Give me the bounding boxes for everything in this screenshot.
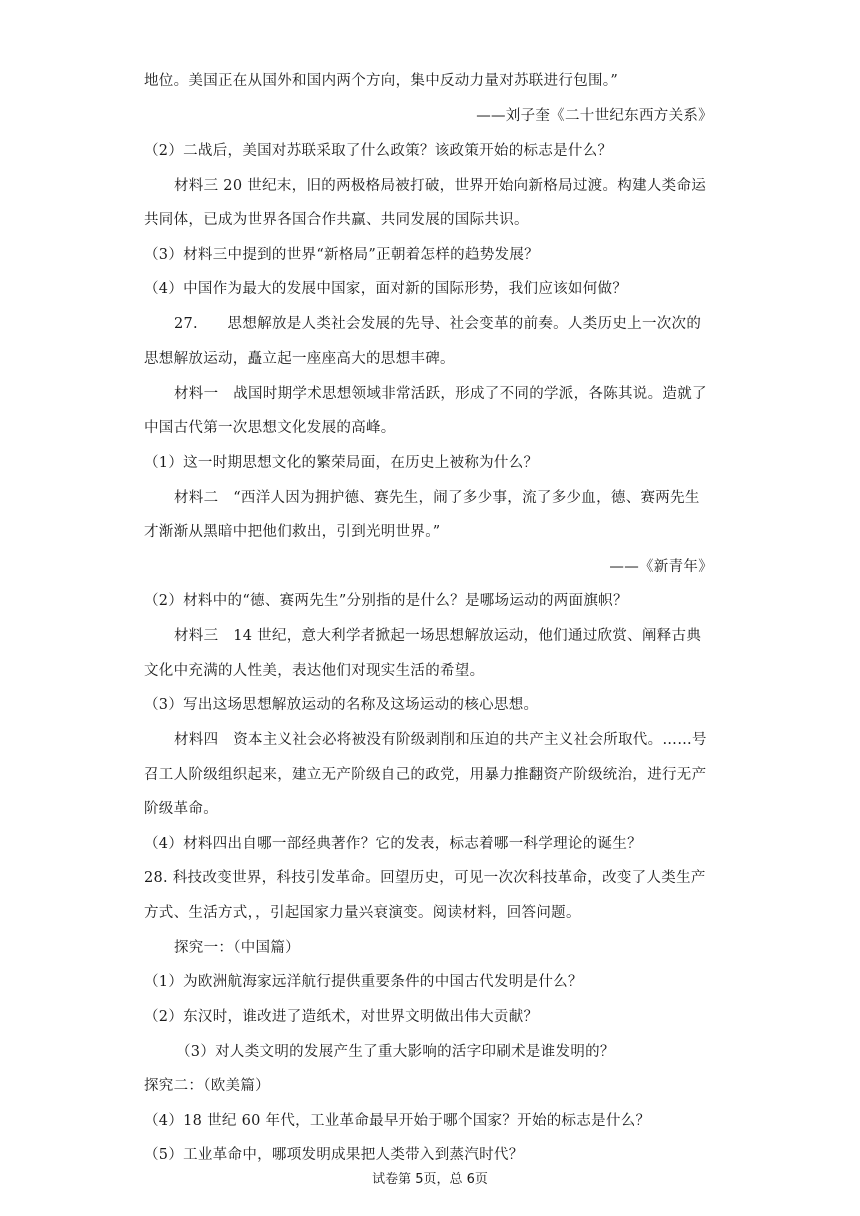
material-3b-line-2: 文化中充满的人性美，表达他们对现实生活的希望。 (144, 663, 485, 679)
page-footer: 试卷第 5页，总 6页 (372, 1172, 488, 1187)
material-1-line-2: 中国古代第一次思想文化发展的高峰。 (144, 420, 396, 436)
section-china: 探究一：（中国篇） (174, 940, 300, 956)
section-europe-america: 探究二：（欧美篇） (144, 1078, 270, 1094)
question-27-2: （2）材料中的“德、赛两先生”分别指的是什么？是哪场运动的两面旗帜？ (144, 593, 628, 609)
question-26-4: （4）中国作为最大的发展中国家，面对新的国际形势，我们应该如何做？ (144, 281, 628, 297)
question-28-5: （5）工业革命中，哪项发明成果把人类带入到蒸汽时代？ (144, 1147, 524, 1163)
material-1-line-1: 材料一 战国时期学术思想领域非常活跃，形成了不同的学派，各陈其说。造就了 (174, 386, 707, 402)
text-line-1: 地位。美国正在从国外和国内两个方向，集中反动力量对苏联进行包围。” (144, 73, 619, 89)
question-28-3: （3）对人类文明的发展产生了重大影响的活字印刷术是谁发明的？ (176, 1044, 615, 1060)
question-26-3: （3）材料三中提到的世界“新格局”正朝着怎样的趋势发展？ (144, 247, 539, 263)
material-3b-line-1: 材料三 14 世纪，意大利学者掀起一场思想解放运动，他们通过欣赏、阐释古典 (174, 628, 702, 644)
question-28-1: （1）为欧洲航海家远洋航行提供重要条件的中国古代发明是什么？ (144, 974, 583, 990)
material-4-line-3: 阶级革命。 (144, 801, 218, 817)
question-28-intro-line-1: 28. 科技改变世界，科技引发革命。回望历史，可见一次次科技革命，改变了人类生产 (144, 870, 706, 886)
question-26-2: （2）二战后，美国对苏联采取了什么政策？该政策开始的标志是什么？ (144, 143, 613, 159)
material-4-line-2: 召工人阶级组织起来，建立无产阶级自己的政党，用暴力推翻资产阶级统治，进行无产 (144, 767, 707, 783)
question-27-intro-line-2: 思想解放运动，矗立起一座座高大的思想丰碑。 (144, 351, 455, 367)
question-27-3: （3）写出这场思想解放运动的名称及这场运动的核心思想。 (144, 697, 539, 713)
question-27-4: （4）材料四出自哪一部经典著作？它的发表，标志着哪一科学理论的诞生？ (144, 836, 642, 852)
question-28-intro-line-2: 方式、生活方式，，引起国家力量兴衰演变。阅读材料，回答问题。 (144, 905, 581, 921)
question-27-1: （1）这一时期思想文化的繁荣局面，在历史上被称为什么？ (144, 455, 539, 471)
material-2-line-2: 才渐渐从黑暗中把他们救出，引到光明世界。” (144, 524, 441, 540)
material-2-line-1: 材料二 “西洋人因为拥护德、赛先生，闹了多少事，流了多少血，德、赛两先生 (174, 490, 700, 506)
material-3-line-2: 共同体，已成为世界各国合作共赢、共同发展的国际共识。 (144, 212, 529, 228)
question-27-intro-line-1: 27. 思想解放是人类社会发展的先导、社会变革的前奏。人类历史上一次次的 (174, 316, 702, 332)
question-28-4: （4）18 世纪 60 年代，工业革命最早开始于哪个国家？开始的标志是什么？ (144, 1113, 651, 1129)
question-28-2: （2）东汉时，谁改进了造纸术，对世界文明做出伟大贡献？ (144, 1009, 539, 1025)
citation-line-2: ——《新青年》 (609, 559, 713, 575)
material-3-line-1: 材料三 20 世纪末，旧的两极格局被打破，世界开始向新格局过渡。构建人类命运 (174, 178, 707, 194)
citation-line-1: ——刘子奎《二十世纪东西方关系》 (476, 108, 713, 124)
material-4-line-1: 材料四 资本主义社会必将被没有阶级剥削和压迫的共产主义社会所取代。……号 (174, 732, 707, 748)
